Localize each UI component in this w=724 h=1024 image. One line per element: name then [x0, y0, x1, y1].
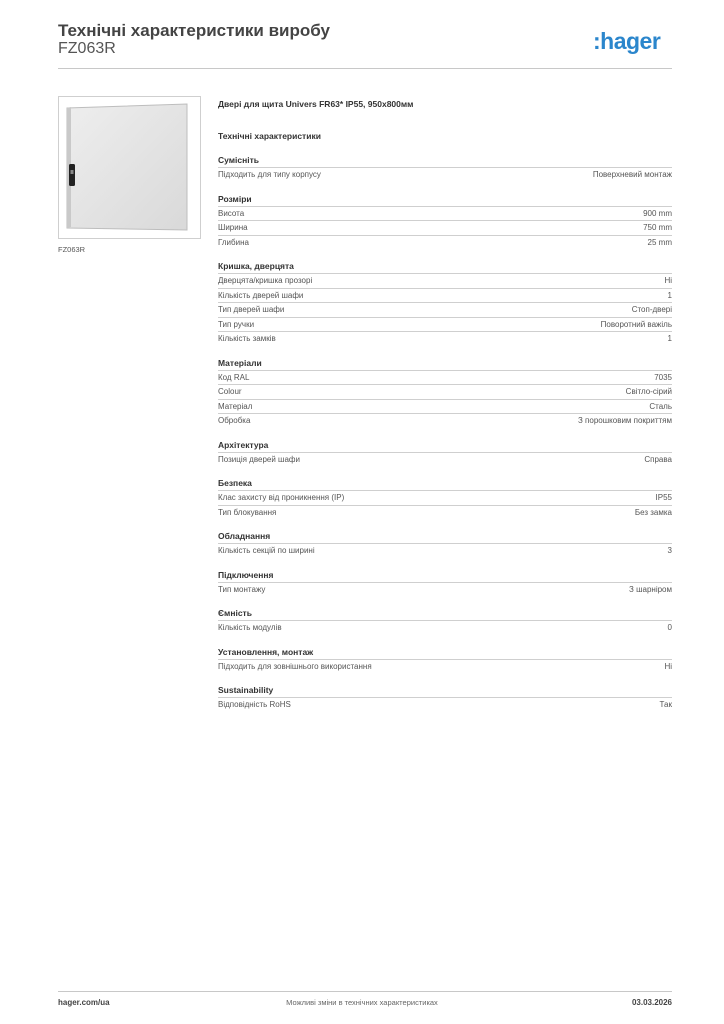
footer-website[interactable]: hager.com/ua	[58, 998, 110, 1007]
spec-label: Позиція дверей шафи	[218, 454, 300, 464]
section-title: Розміри	[218, 193, 252, 204]
section-title: Sustainability	[218, 685, 274, 695]
spec-section	[218, 356, 672, 428]
spec-section	[218, 192, 672, 250]
spec-value: Сталь	[649, 401, 672, 411]
header-divider	[58, 68, 672, 69]
spec-section	[218, 153, 672, 182]
product-code: FZ063R	[58, 40, 116, 57]
spec-value: 7035	[654, 372, 672, 382]
spec-row	[218, 659, 672, 674]
spec-row	[218, 505, 672, 520]
image-caption: FZ063R	[58, 245, 86, 254]
spec-sections	[218, 153, 672, 712]
spec-row	[218, 331, 672, 346]
spec-value: 900 mm	[643, 208, 672, 218]
spec-row	[218, 413, 672, 428]
spec-row	[218, 370, 672, 385]
spec-row	[218, 288, 672, 303]
section-title: Безпека	[218, 478, 252, 488]
spec-label: Кількість дверей шафи	[218, 290, 304, 300]
section-title: Матеріали	[218, 357, 262, 368]
spec-label: Висота	[218, 208, 245, 218]
spec-label: Ширина	[218, 223, 248, 232]
spec-section	[218, 645, 672, 674]
spec-section	[218, 259, 672, 346]
spec-value: Поверхневий монтаж	[592, 170, 672, 179]
spec-value: Без замка	[634, 507, 672, 517]
product-name: Двері для щита Univers FR63* IP55, 950x800мм	[218, 99, 414, 109]
spec-row	[218, 273, 672, 288]
spec-heading: Технічні характеристики	[218, 131, 321, 141]
spec-value: 3	[667, 546, 672, 555]
spec-label: Тип блокування	[218, 507, 277, 517]
spec-content	[218, 97, 672, 712]
spec-row	[218, 490, 672, 505]
spec-row	[218, 399, 672, 414]
spec-row	[218, 384, 672, 399]
spec-value: Ні	[664, 661, 672, 671]
spec-row	[218, 543, 672, 558]
spec-value: Поворотний важіль	[600, 319, 672, 329]
footer-note: Можливі зміни в технічних характеристиках	[286, 998, 438, 1007]
spec-label: Обробка	[218, 416, 251, 425]
spec-row	[218, 317, 672, 332]
spec-label: Тип ручки	[218, 319, 255, 329]
spec-label: Клас захисту від проникнення (IP)	[218, 493, 345, 502]
hager-logo: :hager	[593, 28, 661, 54]
spec-label: Підходить для типу корпусу	[218, 170, 321, 179]
spec-label: Підходить для зовнішнього використання	[218, 661, 372, 671]
spec-section	[218, 683, 672, 712]
section-title: Обладнання	[218, 531, 271, 541]
section-title: Підключення	[218, 569, 274, 580]
spec-row	[218, 206, 672, 221]
section-title: Ємність	[218, 608, 252, 618]
section-title: Установлення, монтаж	[218, 646, 314, 657]
section-title: Сумісніть	[218, 155, 260, 165]
spec-label: Код RAL	[218, 372, 250, 382]
spec-label: Colour	[218, 387, 242, 396]
spec-row	[218, 452, 672, 467]
product-image	[58, 96, 201, 239]
section-title: Кришка, дверцята	[218, 261, 294, 271]
spec-label: Дверцята/кришка прозорі	[218, 276, 313, 285]
spec-row	[218, 582, 672, 597]
spec-value: IP55	[655, 493, 672, 502]
spec-section	[218, 568, 672, 597]
spec-section	[218, 476, 672, 519]
spec-label: Кількість замків	[218, 334, 276, 343]
spec-value: З порошковим покриттям	[578, 416, 672, 425]
footer-divider	[58, 991, 672, 992]
footer-date: 03.03.2026	[631, 998, 672, 1007]
spec-value: Ні	[664, 276, 672, 285]
page-title: Технічні характеристики виробу	[58, 21, 330, 40]
spec-label: Тип дверей шафи	[218, 305, 285, 314]
spec-row	[218, 697, 672, 712]
spec-row	[218, 167, 672, 182]
spec-section	[218, 606, 672, 635]
spec-value: Справа	[644, 454, 672, 464]
spec-label: Матеріал	[218, 401, 253, 411]
spec-row	[218, 235, 672, 250]
spec-section	[218, 438, 672, 467]
spec-label: Кількість секцій по ширині	[218, 546, 315, 555]
spec-label: Кількість модулів	[218, 623, 282, 632]
spec-label: Глибина	[218, 237, 249, 247]
spec-value: 0	[667, 623, 672, 632]
cabinet-door-icon	[63, 102, 189, 232]
spec-section	[218, 529, 672, 558]
section-title: Архітектура	[218, 439, 269, 450]
spec-value: Стоп-двері	[631, 305, 672, 314]
spec-label: Тип монтажу	[218, 584, 266, 594]
spec-value: 1	[667, 334, 672, 343]
spec-label: Відповідність RoHS	[218, 700, 291, 709]
spec-value: Так	[659, 700, 672, 709]
spec-row	[218, 620, 672, 635]
spec-value: З шарніром	[629, 584, 672, 594]
spec-row	[218, 302, 672, 317]
spec-value: Світло-сірий	[625, 387, 672, 396]
spec-value: 750 mm	[643, 223, 672, 232]
spec-value: 25 mm	[647, 237, 672, 247]
spec-row	[218, 220, 672, 235]
spec-value: 1	[667, 290, 672, 300]
